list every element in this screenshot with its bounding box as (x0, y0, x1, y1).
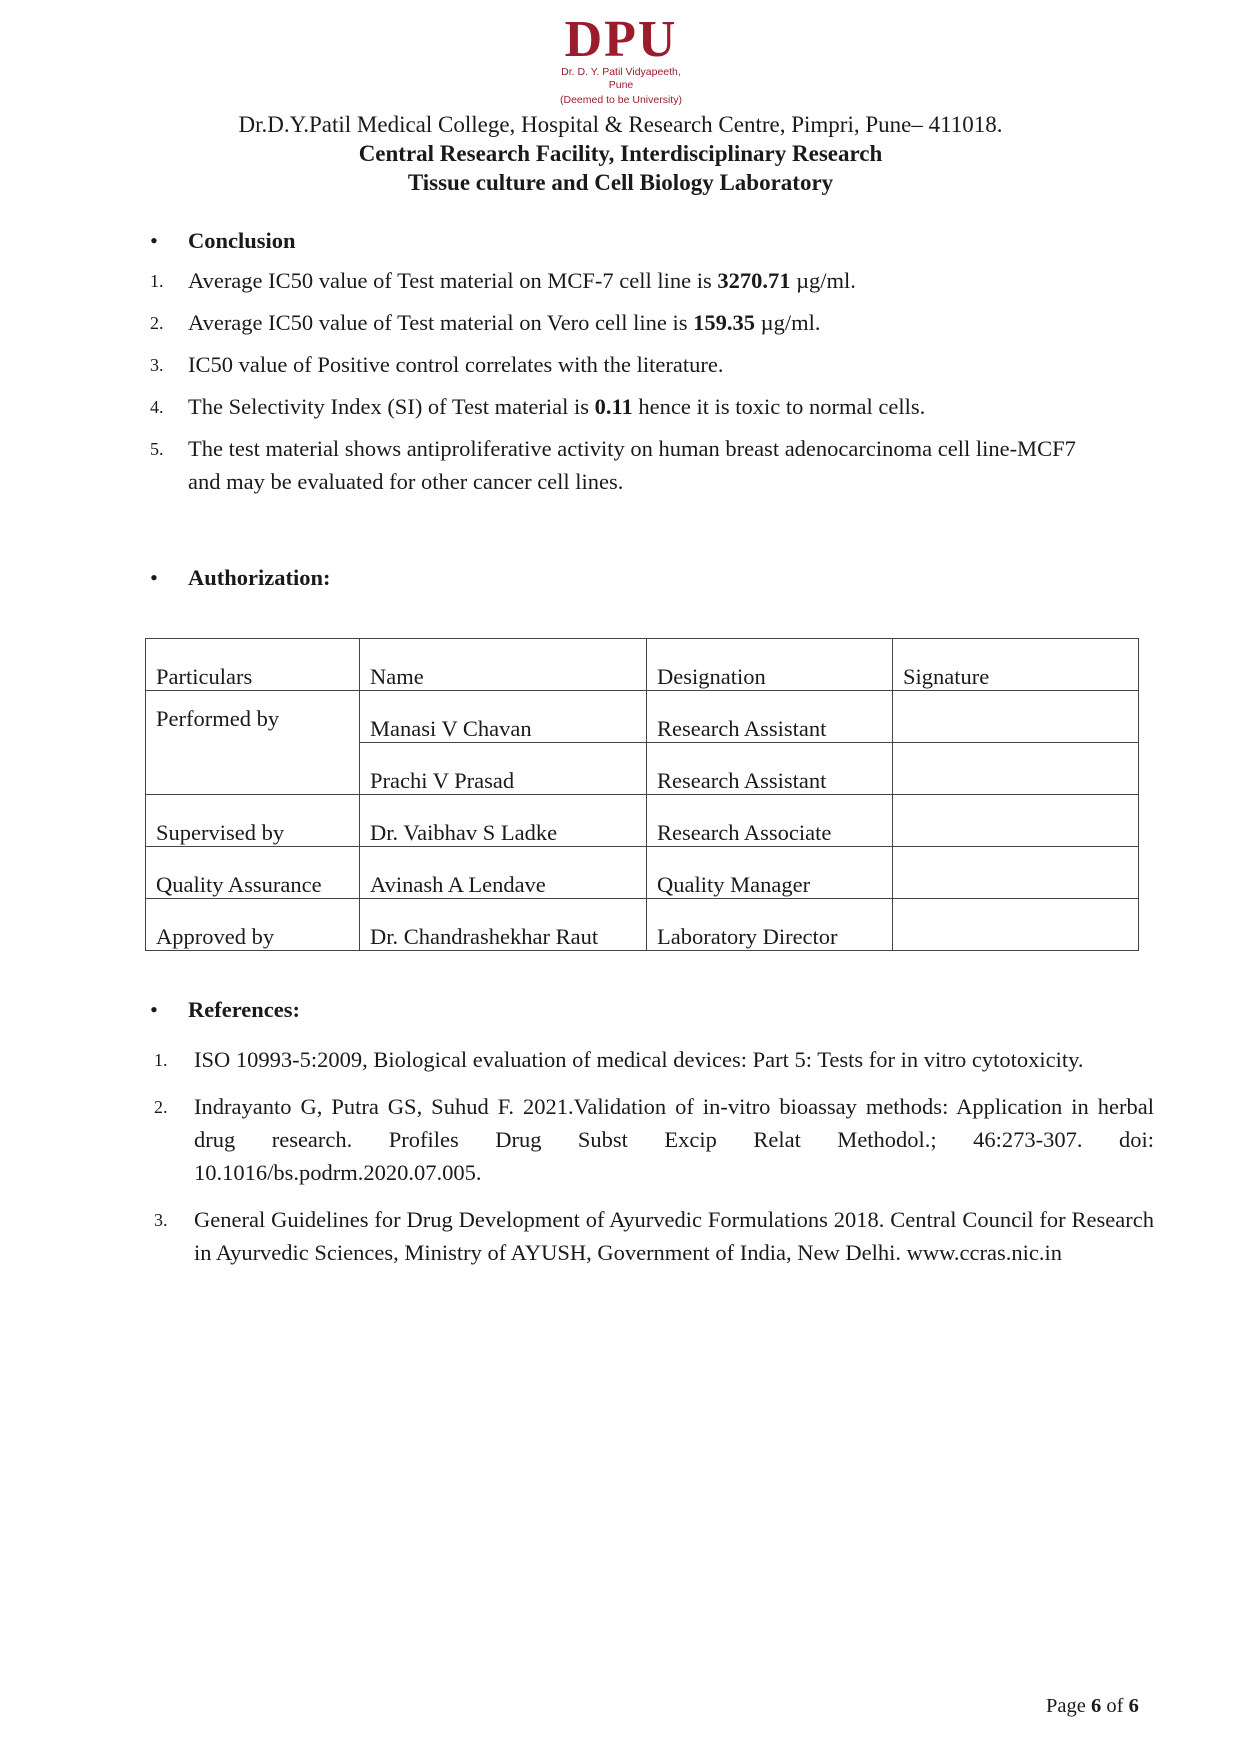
bullet-icon: • (150, 565, 158, 590)
conclusion-heading (150, 227, 296, 255)
signature-cell (893, 743, 1139, 795)
references-list (154, 1043, 1154, 1283)
signature-cell (893, 691, 1139, 743)
logo-subtitle-1: Dr. D. Y. Patil Vidyapeeth, Pune (561, 66, 681, 91)
logo-mark: DPU (564, 11, 678, 68)
reference-item: 3. General Guidelines for Drug Development of Ayurvedic Formulations 2018. Central Council for Research in Ayurvedic Sciences, Ministry of AYUSH, Government of India, New Delhi. www.ccras.nic.in (154, 1207, 1154, 1265)
conclusion-heading-text: Conclusion (188, 228, 296, 253)
conclusion-item: 5. The test material shows antiproliferative activity on human breast adenocarcinoma cell line-MCF7 and may be evaluated for other cancer cell lines. (150, 436, 1076, 494)
references-heading-text: References: (188, 997, 301, 1022)
designation-cell: Research Assistant (647, 691, 893, 743)
particular-cell: Approved by (146, 899, 360, 951)
dpu-logo (548, 11, 694, 107)
lab-name: Tissue culture and Cell Biology Laboratory (407, 170, 834, 195)
table-row (146, 691, 1139, 743)
references-heading (150, 996, 300, 1024)
signature-cell (893, 795, 1139, 847)
header-cell: Designation (647, 639, 893, 691)
conclusion-list (150, 264, 1110, 507)
header-cell: Signature (893, 639, 1139, 691)
reference-item: 2. Indrayanto G, Putra GS, Suhud F. 2021.Validation of in-vitro bioassay methods: Application in herbal drug research. Profiles Drug Subst Excip Relat Methodol.; 46:273-307. doi: 10.1016/bs.podrm.2020.07.005. (154, 1094, 1154, 1185)
name-cell: Dr. Chandrashekhar Raut (360, 899, 647, 951)
particular-cell: Quality Assurance (146, 847, 360, 899)
institution-name: Dr.D.Y.Patil Medical College, Hospital & Research Centre, Pimpri, Pune– 411018. (238, 112, 1003, 137)
designation-cell: Laboratory Director (647, 899, 893, 951)
table-row (146, 795, 1139, 847)
logo-subtitle-2: (Deemed to be University) (560, 94, 682, 106)
conclusion-item: 2. Average IC50 value of Test material on Vero cell line is 159.35 µg/ml. (150, 310, 821, 335)
reference-item: 1. ISO 10993-5:2009, Biological evaluation of medical devices: Part 5: Tests for in vitro cytotoxicity. (154, 1047, 1084, 1072)
designation-cell: Quality Manager (647, 847, 893, 899)
bullet-icon: • (150, 228, 158, 253)
name-cell: Dr. Vaibhav S Ladke (360, 795, 647, 847)
particular-cell: Performed by (146, 691, 360, 795)
authorization-table (145, 638, 1139, 951)
signature-cell (893, 899, 1139, 951)
page-number: Page 6 of 6 (1046, 1695, 1139, 1717)
name-cell: Manasi V Chavan (360, 691, 647, 743)
authorization-heading (150, 564, 331, 592)
table-row (146, 847, 1139, 899)
facility-name: Central Research Facility, Interdisciplinary Research (358, 141, 883, 166)
conclusion-item: 4. The Selectivity Index (SI) of Test material is 0.11 hence it is toxic to normal cells. (150, 394, 926, 419)
table-row (146, 899, 1139, 951)
name-cell: Prachi V Prasad (360, 743, 647, 795)
header-cell: Name (360, 639, 647, 691)
signature-cell (893, 847, 1139, 899)
bullet-icon: • (150, 997, 158, 1022)
authorization-heading-text: Authorization: (188, 565, 331, 590)
particular-cell: Supervised by (146, 795, 360, 847)
name-cell: Avinash A Lendave (360, 847, 647, 899)
designation-cell: Research Associate (647, 795, 893, 847)
designation-cell: Research Assistant (647, 743, 893, 795)
header-cell: Particulars (146, 639, 360, 691)
conclusion-item: 1. Average IC50 value of Test material on MCF-7 cell line is 3270.71 µg/ml. (150, 268, 856, 293)
table-header-row (146, 639, 1139, 691)
conclusion-item: 3. IC50 value of Positive control correlates with the literature. (150, 352, 724, 377)
